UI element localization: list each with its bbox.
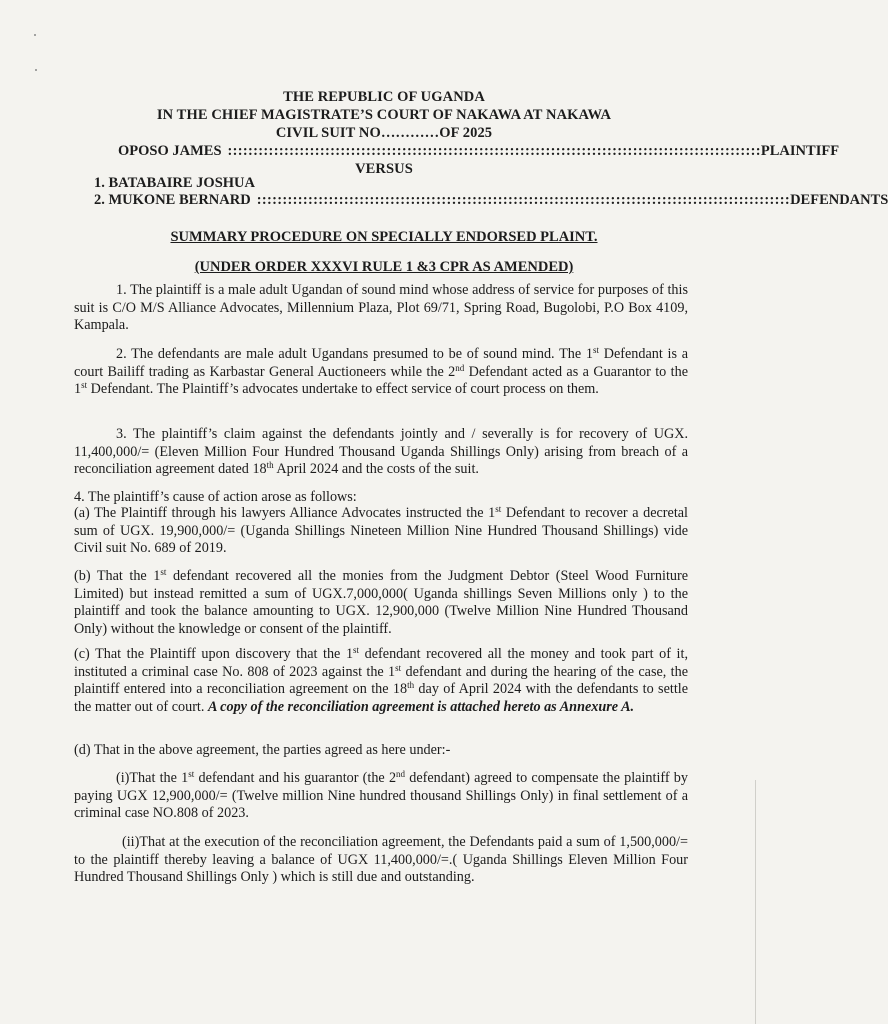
defendant-1-name: 1. BATABAIRE JOSHUA [94, 175, 256, 191]
dot-leader: :::::::::::::::::::::::::::::::::::::::::::::::::::::::::::::::::::::::::::::::::::::::::::::::::::::::: [256, 192, 791, 208]
defendant-1-line [94, 174, 654, 192]
plaintiff-line [118, 142, 840, 160]
paragraph-4a: (a) The Plaintiff through his lawyers Alliance Advocates instructed the 1st Defendant to recover a decretal sum of UGX. 19,900,000/= (Uganda Shillings Nineteen Million Nine Hundred Thousand Shillings) vide Civil suit No. 689 of 2019. [74, 504, 689, 557]
paragraph-4d: (d) That in the above agreement, the parties agreed as here under:- [74, 742, 451, 758]
annexure-note: A copy of the reconciliation agreement is attached hereto as Annexure A. [207, 698, 635, 715]
header-court: IN THE CHIEF MAGISTRATE’S COURT OF NAKAWA AT NAKAWA [156, 107, 612, 123]
paragraph-1: 1. The plaintiff is a male adult Ugandan of sound mind whose address of service for purposes of this suit is C/O M/S Alliance Advocates, Millennium Plaza, Plot 69/71, Spring Road, Bugolobi, P.O Box 4109, Kampala. [74, 282, 688, 334]
paragraph-4c: (c) That the Plaintiff upon discovery that the 1st defendant recovered all the money and took part of it, instituted a criminal case No. 808 of 2023 against the 1st defendant and during the hearing of the case, the plaintiff entered into a reconciliation agreement on the 18th day of April 2024 with the defendants to settle the matter out of court. A copy of the reconciliation agreement is attached hereto as Annexure A. [74, 645, 688, 715]
defendant-2-name: 2. MUKONE BERNARD [94, 192, 251, 208]
header-suit-number: CIVIL SUIT NO…………OF 2025 [275, 125, 493, 141]
paragraph-4b: (b) That the 1st defendant recovered all the monies from the Judgment Debtor (Steel Wood Furniture Limited) but instead remitted a sum of UGX.7,000,000( Uganda shillings Seven Millions only ) to the plaintiff and took the balance amounting to UGX. 12,900,000 (Twelve Million Nine Hundred Thousand Only) without the knowledge or consent of the plaintiff. [74, 567, 689, 637]
plaintiff-name: OPOSO JAMES [118, 143, 222, 159]
scan-edge-line [755, 780, 756, 1024]
defendants-role: DEFENDANTS [790, 192, 888, 208]
document-subtitle: (UNDER ORDER XXXVI RULE 1 &3 CPR AS AMENDED) [194, 259, 574, 275]
plaintiff-role: PLAINTIFF [760, 143, 840, 159]
scan-speck [35, 69, 37, 71]
paragraph-4-intro: 4. The plaintiff’s cause of action arose as follows: [74, 489, 357, 505]
paragraph-4d-i: (i)That the 1st defendant and his guarantor (the 2nd defendant) agreed to compensate the plaintiff by paying UGX 12,900,000/= (Twelve million Nine hundred thousand Shillings Only) in final settlement of a criminal case NO.808 of 2023. [74, 769, 688, 822]
paragraph-4d-ii: (ii)That at the execution of the reconciliation agreement, the Defendants paid a sum of 1,500,000/= to the plaintiff thereby leaving a balance of UGX 11,400,000/=.( Uganda Shillings Eleven Million Four Hundred Thousand Shillings Only ) which is still due and outstanding. [74, 834, 688, 886]
dot-leader: :::::::::::::::::::::::::::::::::::::::::::::::::::::::::::::::::::::::::::::::::::::::::::::::::::::::: [227, 143, 761, 159]
scan-speck [34, 34, 36, 36]
paragraph-3: 3. The plaintiff’s claim against the defendants jointly and / severally is for recovery of UGX. 11,400,000/= (Eleven Million Four Hundred Thousand Uganda Shillings Only) arising from breach of a reconciliation agreement dated 18th April 2024 and the costs of the suit. [74, 426, 688, 478]
header-republic: THE REPUBLIC OF UGANDA [283, 89, 485, 105]
paragraph-2: 2. The defendants are male adult Ugandans presumed to be of sound mind. The 1st Defendant is a court Bailiff trading as Karbastar General Auctioneers while the 2nd Defendant acted as a Guarantor to the 1st Defendant. The Plaintiff’s advocates undertake to effect service of court process on them. [74, 345, 688, 398]
document-title: SUMMARY PROCEDURE ON SPECIALLY ENDORSED PLAINT. [170, 229, 598, 245]
defendant-2-line [94, 191, 888, 209]
versus-label: VERSUS [355, 161, 413, 177]
